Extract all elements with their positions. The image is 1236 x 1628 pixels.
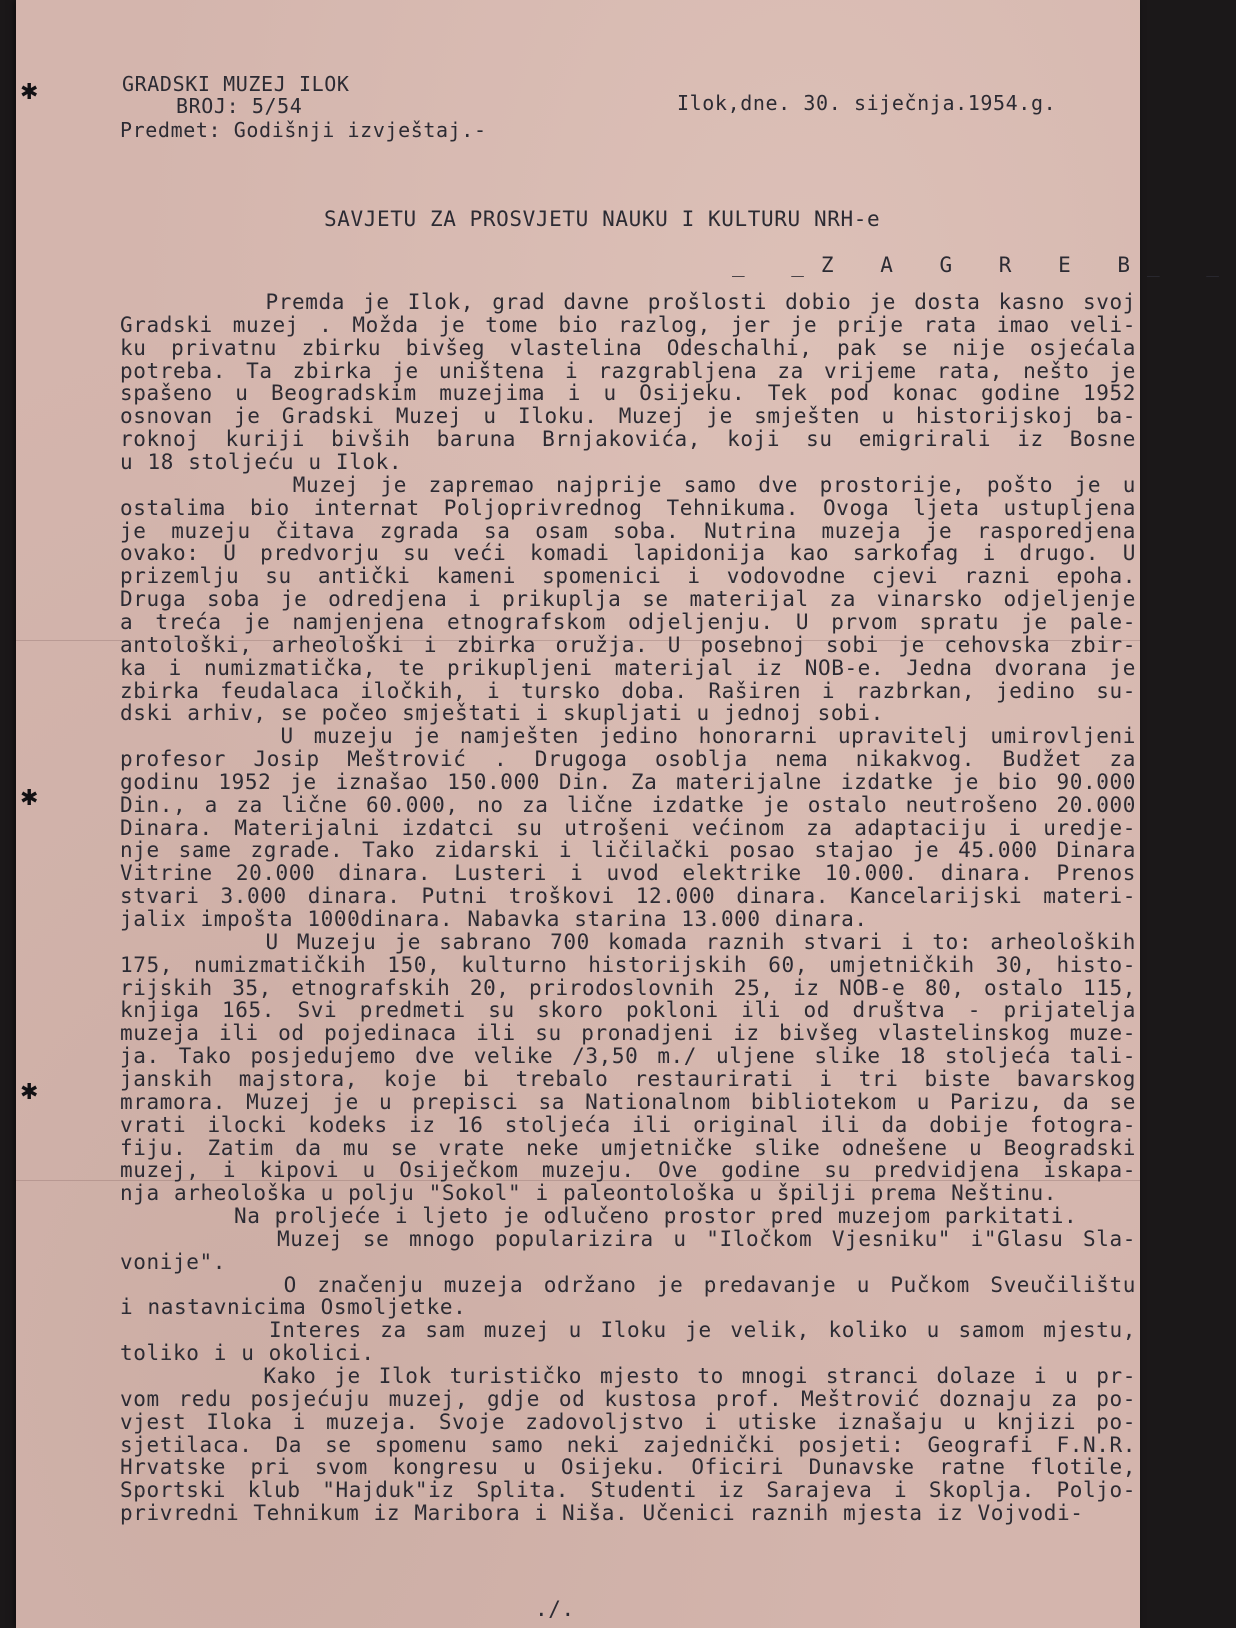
body-text-line: O značenju muzeja održano je predavanje u Pučkom Sveučilištu bbox=[120, 1272, 1136, 1297]
page-continuation-mark: ./. bbox=[535, 1597, 575, 1621]
body-text-line: ovako: U predvorju su veći komadi lapidonija kao sarkofag i drugo. U bbox=[120, 541, 1136, 566]
body-text-line: vjest Iloka i muzeja. Svoje zadovoljstvo i utiske iznašaju u knjizi po- bbox=[120, 1409, 1136, 1434]
body-text-line: rijskih 35, etnografskih 20, prirodoslovnih 25, iz NOB-e 80, ostalo 115, bbox=[120, 975, 1136, 1000]
body-text-line: je muzeju čitava zgrada sa osam soba. Nutrina muzeja je rasporedjena bbox=[120, 518, 1136, 543]
document-number: BROJ: 5/54 bbox=[176, 94, 303, 118]
body-text-line: Vitrine 20.000 dinara. Lusteri i uvod elektrike 10.000. dinara. Prenos bbox=[120, 861, 1136, 886]
body-text-line: Premda je Ilok, grad davne prošlosti dobio je dosta kasno svoj bbox=[120, 290, 1136, 314]
body-text-line: U Muzeju je sabrano 700 komada raznih stvari i to: arheoloških bbox=[120, 929, 1136, 954]
body-text-line: zbirka feudalaca iločkih, i tursko doba. Raširen i razbrkan, jedino su- bbox=[120, 678, 1136, 703]
body-text-line: profesor Josip Meštrović . Drugoga osoblja nema nikakvog. Budžet za bbox=[120, 747, 1136, 771]
punch-mark: ✱ bbox=[20, 786, 39, 811]
body-text-line: fiju. Zatim da mu se vrate neke umjetničke slike odnešene u Beogradski bbox=[120, 1135, 1136, 1160]
body-text-line: stvari 3.000 dinara. Putni troškovi 12.000 dinara. Kancelarijski materi- bbox=[120, 884, 1136, 909]
body-text-line: nje same zgrade. Tako zidarski i ličilački posao stajao je 45.000 Dinara bbox=[120, 838, 1136, 863]
body-text-line: vrati ilocki kodeks iz 16 stoljeća ili original ili da dobije fotogra- bbox=[120, 1112, 1136, 1137]
recipient-name: SAVJETU ZA PROSVJETU NAUKU I KULTURU NRH-e bbox=[324, 207, 881, 231]
recipient-city: _ _Z A G R E B_ _ bbox=[732, 253, 1236, 277]
body-text-line: Hrvatske pri svom kongresu u Osijeku. Oficiri Dunavske ratne flotile, bbox=[120, 1455, 1136, 1480]
body-text-line: Sportski klub "Hajduk"iz Splita. Studenti iz Sarajeva i Skoplja. Poljo- bbox=[120, 1478, 1136, 1503]
body-text-line: spašeno u Beogradskim muzejima i u Osijeku. Tek pod konac godine 1952 bbox=[120, 381, 1136, 406]
body-text-line: Druga soba je odredjena i prikuplja se materijal za vinarsko odjeljenje bbox=[120, 587, 1136, 611]
body-text-line: antološki, arheološki i zbirka oružja. U posebnoj sobi je cehovska zbir- bbox=[120, 632, 1136, 657]
body-text-line: dski arhiv, se počeo smještati i skupljati u jednoj sobi. bbox=[120, 701, 884, 726]
body-text-line: Muzej je zapremao najprije samo dve prostorije, pošto je u bbox=[120, 472, 1136, 497]
body-text-line: janskih majstora, koje bi trebalo restaurirati i tri biste bavarskog bbox=[120, 1066, 1136, 1091]
body-text-line: godinu 1952 je iznašao 150.000 Din. Za materijalne izdatke je bio 90.000 bbox=[120, 769, 1136, 794]
body-text-line: mramora. Muzej je u prepisci sa Nationalnom bibliotekom u Parizu, da se bbox=[120, 1089, 1136, 1114]
body-text-line: knjiga 165. Svi predmeti su skoro pokloni ili od društva - prijatelja bbox=[120, 998, 1136, 1023]
body-text-line: Interes za sam muzej u Iloku je velik, koliko u samom mjestu, bbox=[120, 1318, 1136, 1343]
body-text-line: prizemlju su antički kameni spomenici i vodovodne cjevi razni epoha. bbox=[120, 564, 1136, 589]
body-text-line: Kako je Ilok turističko mjesto to mnogi stranci dolaze i u pr- bbox=[120, 1364, 1136, 1388]
body-text-line: vonije". bbox=[120, 1249, 226, 1274]
body-text-line: i nastavnicima Osmoljetke. bbox=[120, 1295, 467, 1320]
body-text-line: osnovan je Gradski Muzej u Iloku. Muzej je smješten u historijskoj ba- bbox=[120, 404, 1136, 429]
body-text-line: jalix impošta 1000dinara. Nabavka starina 13.000 dinara. bbox=[120, 907, 868, 931]
body-text-line: ostalima bio internat Poljoprivrednog Tehnikuma. Ovoga ljeta ustupljena bbox=[120, 495, 1136, 520]
institution-name: GRADSKI MUZEJ ILOK bbox=[122, 72, 350, 96]
body-text-line: muzeja ili od pojedinaca ili su pronadjeni iz bivšeg vlastelinskog muze- bbox=[120, 1021, 1136, 1046]
body-text-line: vom redu posjećuju muzej, gdje od kustosa prof. Meštrović doznaju za po- bbox=[120, 1386, 1136, 1411]
body-text-line: toliko i u okolici. bbox=[120, 1341, 375, 1366]
body-text-line: U muzeju je namješten jedino honorarni upravitelj umirovljeni bbox=[120, 724, 1136, 749]
subject-line: Predmet: Godišnji izvještaj.- bbox=[120, 118, 487, 142]
body-text-line: Muzej se mnogo popularizira u "Iločkom Vjesniku" i"Glasu Sla- bbox=[120, 1226, 1136, 1251]
body-text-line: Na proljeće i ljeto je odlučeno prostor pred muzejom parkitati. bbox=[120, 1204, 1078, 1228]
body-text-line: ku privatnu zbirku bivšeg vlastelina Odeschalhi, pak se nije osjećala bbox=[120, 335, 1136, 360]
body-text-line: Dinara. Materijalni izdatci su utrošeni većinom za adaptaciju i uredje- bbox=[120, 815, 1136, 840]
document-page bbox=[16, 0, 1236, 1628]
body-text-line: ja. Tako posjedujemo dve velike /3,50 m./ uljene slike 18 stoljeća tali- bbox=[120, 1044, 1136, 1069]
punch-mark: ✱ bbox=[20, 80, 39, 105]
body-text-line: nja arheološka u polju "Sokol" i paleontološka u špilji prema Neštinu. bbox=[120, 1181, 1058, 1206]
punch-mark: ✱ bbox=[20, 1080, 39, 1105]
place-and-date: Ilok,dne. 30. siječnja.1954.g. bbox=[677, 91, 1057, 115]
body-text-line: sjetilaca. Da se spomenu samo neki zajednički posjeti: Geografi F.N.R. bbox=[120, 1432, 1136, 1457]
body-text-line: ka i numizmatička, te prikupljeni materijal iz NOB-e. Jedna dvorana je bbox=[120, 655, 1136, 680]
body-text-line: a treća je namjenjena etnografskom odjeljenju. U prvom spratu je pale- bbox=[120, 609, 1136, 634]
body-text-line: potreba. Ta zbirka je uništena i razgrabljena za vrijeme rata, nešto je bbox=[120, 358, 1136, 383]
body-text-line: Gradski muzej . Možda je tome bio razlog, jer je prije rata imao veli- bbox=[120, 312, 1136, 337]
body-text-line: 175, numizmatičkih 150, kulturno historijskih 60, umjetničkih 30, histo- bbox=[120, 952, 1136, 977]
body-text-line: Din., a za lične 60.000, no za lične izdatke je ostalo neutrošeno 20.000 bbox=[120, 792, 1136, 817]
body-text-line: u 18 stoljeću u Ilok. bbox=[120, 450, 403, 474]
body-text-line: muzej, i kipovi u Osiječkom muzeju. Ove godine su predvidjena iskapa- bbox=[120, 1158, 1136, 1183]
body-text-line: roknoj kuriji bivših baruna Brnjakovića, koji su emigrirali iz Bosne bbox=[120, 427, 1136, 452]
body-text-line: privredni Tehnikum iz Maribora i Niša. Učenici raznih mjesta iz Vojvodi- bbox=[120, 1501, 1084, 1526]
